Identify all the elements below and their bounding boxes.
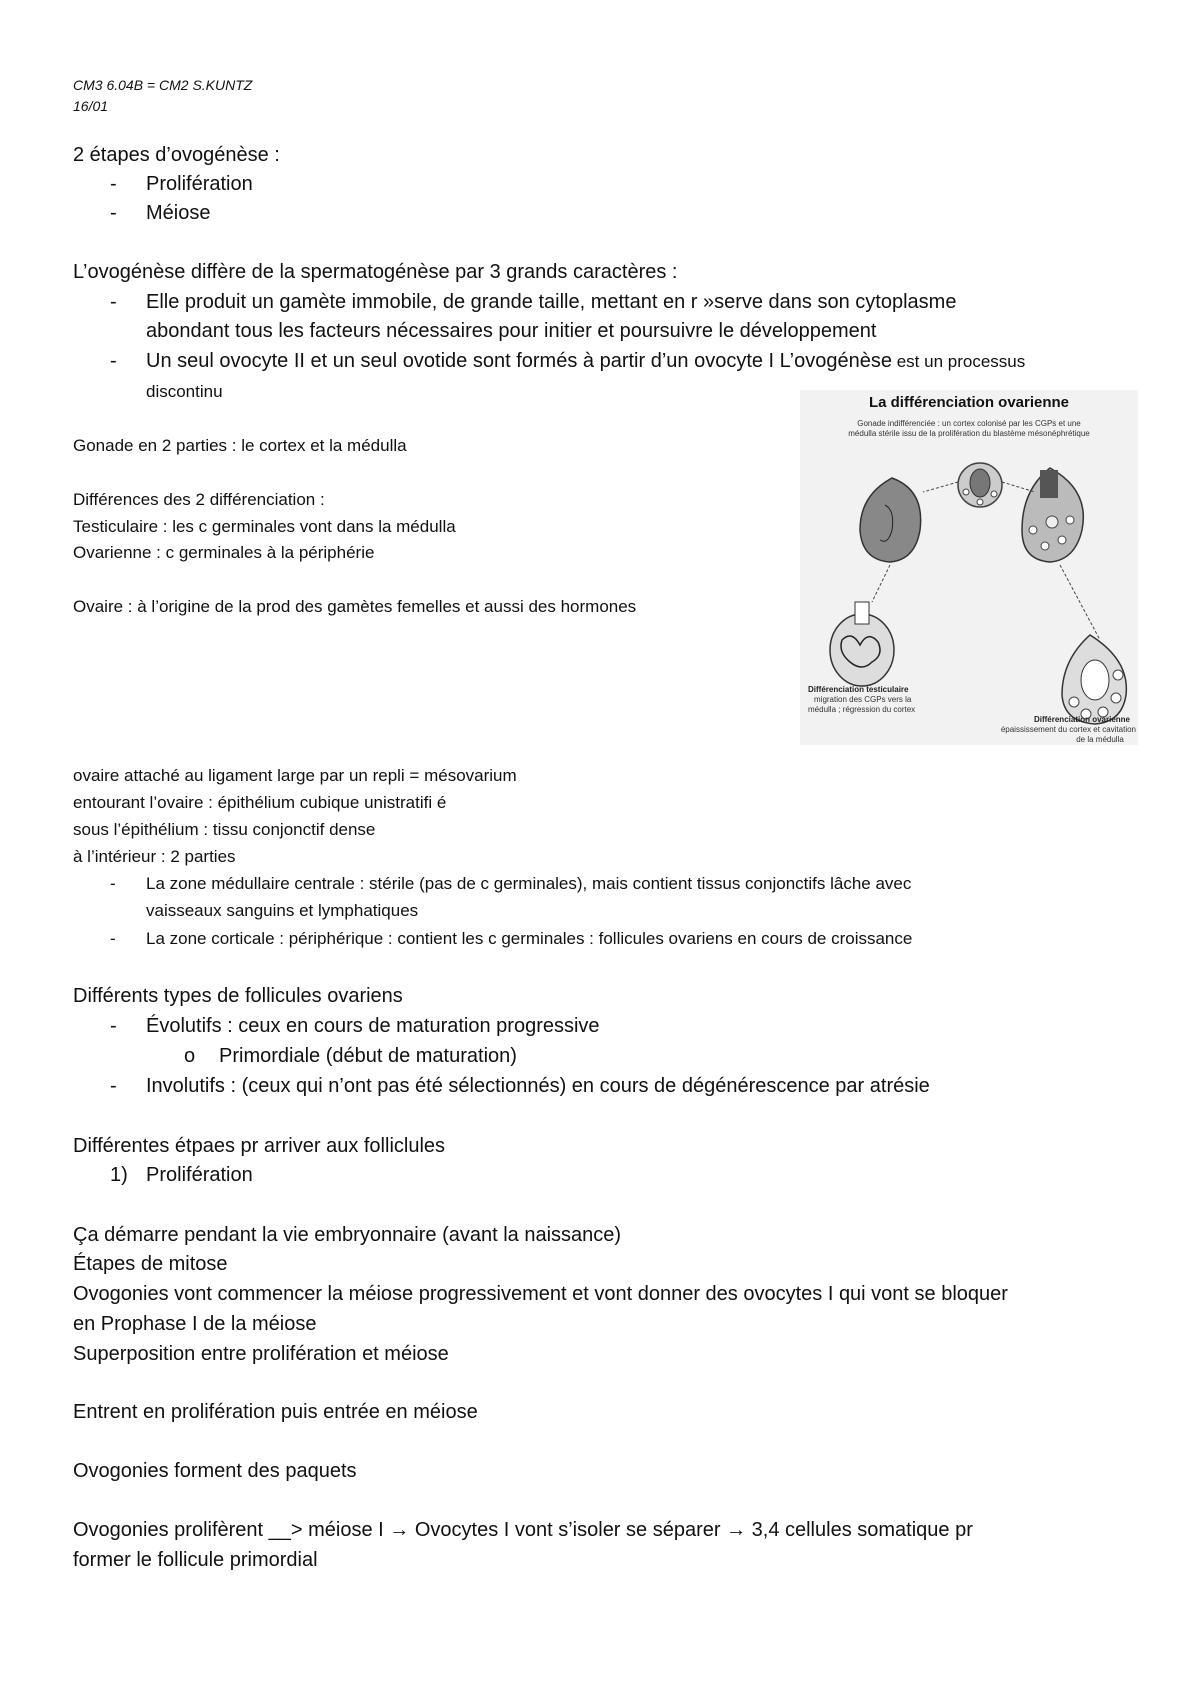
differs-item-2-line-2: discontinu [146,382,223,401]
body-p7-line-2: former le follicule primordial [73,1549,318,1571]
steps-heading: Différentes étpaes pr arriver aux folliclules [73,1135,446,1157]
anatomy-line-2: entourant l’ovaire : épithélium cubique unistratifi é [73,793,447,812]
diff-ovarienne: Ovarienne : c germinales à la périphérie [73,543,375,562]
types-evolutifs: Évolutifs : ceux en cours de maturation progressive [146,1015,600,1037]
differs-item-2-bold: Un seul ovocyte II et un seul ovotide sont formés à partir d’un ovocyte I L’ovogénèse [146,350,892,372]
types-primordiale: Primordiale (début de maturation) [219,1045,517,1067]
list-dash: - [110,929,116,948]
header-line-1: CM3 6.04B = CM2 S.KUNTZ [73,77,253,93]
figure-title: La différenciation ovarienne [868,394,1070,411]
differs-heading: L’ovogénèse diffère de la spermatogénèse par 3 grands caractères : [73,261,678,283]
diff-testiculaire: Testiculaire : les c germinales vont dans la médulla [73,517,456,536]
list-dash: - [110,874,116,893]
body-p4: Superposition entre prolifération et méiose [73,1343,449,1365]
body-p6: Ovogonies forment des paquets [73,1460,357,1482]
types-heading: Différents types de follicules ovariens [73,985,403,1007]
list-dash: - [110,291,117,313]
differs-item-2-line-1 [146,346,1025,378]
list-dash: - [110,1015,117,1037]
intro-item-1: Prolifération [146,173,253,195]
indifferent-gonad-drawing [958,463,1002,507]
differs-item-1-line-2: abondant tous les facteurs nécessaires pour initier et poursuivre le développement [146,320,877,342]
steps-number: 1) [110,1164,128,1186]
intro-heading: 2 étapes d’ovogénèse : [73,144,280,166]
anatomy-line-4: à l’intérieur : 2 parties [73,847,236,866]
ovaire-text: Ovaire : à l’origine de la prod des gamètes femelles et aussi des hormones [73,597,637,616]
differs-item-1-line-1: Elle produit un gamète immobile, de grande taille, mettant en r »serve dans son cytoplasme [146,291,957,313]
diff-heading: Différences des 2 différenciation : [73,490,325,509]
gonade-text: Gonade en 2 parties : le cortex et la médulla [73,436,407,455]
types-involutifs: Involutifs : (ceux qui n’ont pas été sélectionnés) en cours de dégénérescence par atrésie [146,1075,930,1097]
steps-item: Prolifération [146,1164,253,1186]
figure-right-label-1: Différenciation ovarienne [1033,715,1130,724]
testis-differentiated-drawing [830,602,894,686]
figure-subtitle-1: Gonade indifférenciée : un cortex colonisé par les CGPs et une [857,419,1081,428]
differs-item-2-light: est un processus [892,352,1026,371]
header-line-2: 16/01 [73,98,109,114]
anatomy-bullet-1-line-2: vaisseaux sanguins et lymphatiques [146,901,419,920]
figure-subtitle-2: médulla stérile issu de la prolifération du blastème mésonéphrétique [848,429,1090,438]
figure-right-label-2: épaississement du cortex et cavitation [1000,725,1136,734]
ovary-early-drawing [1022,468,1083,562]
list-dash: - [110,350,117,372]
figure-left-label-1: Différenciation testiculaire [808,685,909,694]
body-p5: Entrent en prolifération puis entrée en méiose [73,1401,478,1423]
figure-left-label-2: migration des CGPs vers la [814,695,912,704]
anatomy-bullet-1-line-1: La zone médullaire centrale : stérile (pas de c germinales), mais contient tissus conjonctifs lâche avec [146,874,912,893]
ovarian-differentiation-figure [800,390,1138,745]
ovary-differentiated-drawing [1062,635,1126,724]
intro-item-2: Méiose [146,202,211,224]
body-p7-line-1: Ovogonies prolifèrent __> méiose I → Ovocytes I vont s’isoler se séparer → 3,4 cellules somatique pr [73,1519,973,1541]
list-dash: - [110,1075,117,1097]
body-p2: Étapes de mitose [73,1253,228,1275]
testis-early-drawing [860,478,921,562]
list-dash: - [110,173,117,195]
anatomy-bullet-2: La zone corticale : périphérique : contient les c germinales : follicules ovariens en cours de croissance [146,929,913,948]
figure-left-label-3: médulla ; régression du cortex [808,705,916,714]
anatomy-line-3: sous l’épithélium : tissu conjonctif dense [73,820,376,839]
types-sub-bullet: o [184,1045,196,1067]
anatomy-line-1: ovaire attaché au ligament large par un repli = mésovarium [73,766,517,785]
body-p3-line-2: en Prophase I de la méiose [73,1313,317,1335]
list-dash: - [110,202,117,224]
figure-right-label-3: de la médulla [1076,735,1124,744]
body-p3-line-1: Ovogonies vont commencer la méiose progressivement et vont donner des ovocytes I qui vont se bloquer [73,1283,1008,1305]
body-p1: Ça démarre pendant la vie embryonnaire (avant la naissance) [73,1224,622,1246]
